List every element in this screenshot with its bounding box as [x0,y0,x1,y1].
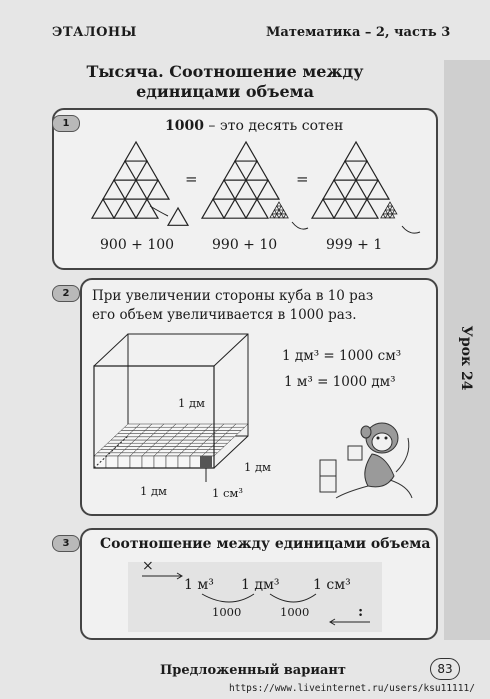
cube-height-label: 1 дм [178,396,205,410]
big-triangle [345,142,367,161]
small-triangle [390,206,395,210]
small-triangle [284,214,289,218]
formula-1: 1 дм³ = 1000 см³ [282,348,402,364]
cube-illustration [88,326,268,496]
slab-front-cell [178,456,190,468]
small-triangle [385,206,390,210]
lesson-label-text: Урок 24 [458,325,474,391]
small-triangle [274,206,279,210]
small-triangle [390,214,395,218]
big-triangle [356,199,378,218]
small-triangle [277,210,282,214]
big-triangle [235,180,257,199]
big-triangle [345,180,367,199]
big-triangle [323,180,345,199]
slab-front-cell [166,456,178,468]
slab-front-cell [154,456,166,468]
div-sign: : [358,604,364,620]
title-line-2: единицами объема [136,82,314,101]
big-triangle [356,161,378,180]
title-line-1: Тысяча. Соотношение между [86,62,364,81]
unit-cm3: 1 см³ [313,577,351,593]
small-triangle [383,210,388,214]
text-line-2: его объем увеличивается в 1000 раз. [92,307,357,323]
section-2-text [92,287,412,325]
small-triangle [272,210,277,214]
lesson-label [446,320,486,400]
curved-arrow [292,222,308,229]
cube-depth-label: 1 дм [244,460,271,474]
section-1-number: 1 [52,115,80,132]
equals-sign-2: = [296,170,309,188]
section-2-number: 2 [52,285,80,302]
header-right: Математика – 2, часть 3 [266,25,451,40]
big-triangle [136,161,158,180]
small-triangle [277,202,282,206]
section-3-heading: Соотношение между единицами объема [100,536,431,552]
small-triangle [270,214,275,218]
heading-bold: 1000 [165,118,204,134]
triangle-illustration [86,140,426,240]
conversion-arrows [130,566,380,630]
small-triangle [381,214,386,218]
slab-front-cell [130,456,142,468]
small-triangle [388,202,393,206]
small-triangle [385,214,390,218]
sum-1: 900 + 100 [100,237,175,253]
small-cube-label: 1 см³ [212,486,243,500]
big-triangle [246,161,268,180]
big-triangle [114,199,136,218]
watermark-url: https://www.liveinternet.ru/users/ksu11111/ [229,683,475,694]
factor-2: 1000 [280,605,310,619]
page-number: 83 [430,658,460,680]
sum-3: 999 + 1 [326,237,383,253]
big-triangle [334,161,356,180]
unit-m3: 1 м³ [184,577,214,593]
monkey-illustration [316,416,416,502]
equals-sign-1: = [185,170,198,188]
page-title [60,62,390,102]
factor-1: 1000 [212,605,242,619]
small-triangle [392,210,397,214]
big-triangle [103,180,125,199]
big-triangle [246,199,268,218]
big-triangle [224,161,246,180]
big-triangle [235,142,257,161]
curved-arrow [402,226,420,233]
big-triangle [147,180,169,199]
section-1-heading [165,118,343,134]
section-3-number: 3 [52,535,80,552]
big-triangle [312,199,334,218]
small-triangle [274,214,279,218]
slab-front-cell [142,456,154,468]
big-triangle [367,180,389,199]
big-triangle [213,180,235,199]
small-triangle [279,214,284,218]
big-triangle [202,199,224,218]
sum-2: 990 + 10 [212,237,278,253]
small-triangle [388,210,393,214]
slab-front-cell [118,456,130,468]
mult-sign: × [142,558,154,574]
text-line-1: При увеличении стороны куба в 10 раз [92,288,374,304]
big-triangle [257,180,279,199]
cube-width-label: 1 дм [140,484,167,498]
formula-2: 1 м³ = 1000 дм³ [284,374,396,390]
small-triangle [279,206,284,210]
big-triangle [92,199,114,218]
small-triangle [281,210,286,214]
big-triangle [334,199,356,218]
heading-rest: – это десять сотен [203,118,344,134]
big-triangle [114,161,136,180]
unit-dm3: 1 дм³ [241,577,280,593]
slab-front-cell [106,456,118,468]
big-triangle [224,199,246,218]
big-triangle [168,208,188,225]
footer-text: Предложенный вариант [160,663,346,678]
big-triangle [125,142,147,161]
big-triangle [125,180,147,199]
header-left: ЭТАЛОНЫ [52,25,137,40]
